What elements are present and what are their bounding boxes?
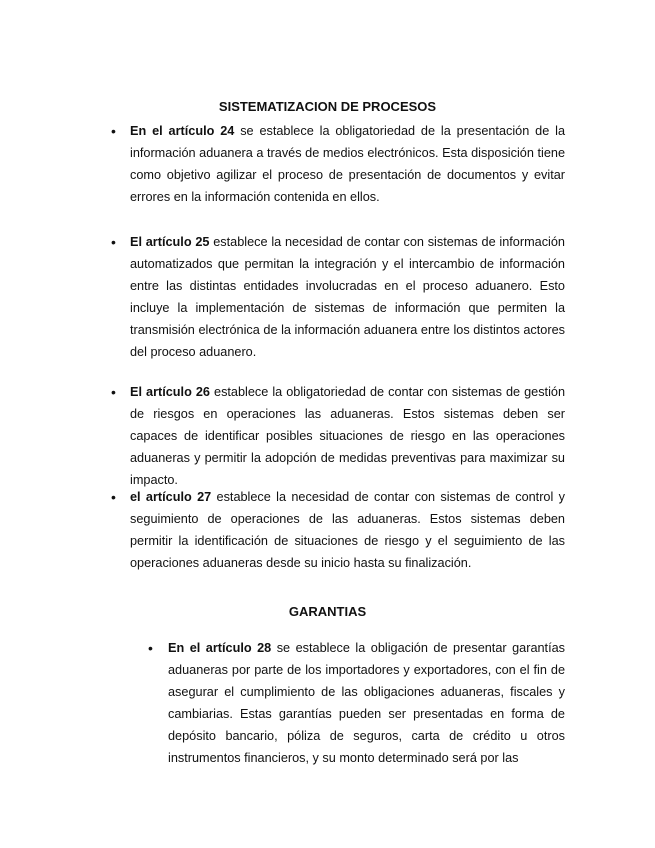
item-text: establece la obligatoriedad de contar con sistemas de gestión de riesgos en operaciones las aduaneras. Estos sistemas deben ser capaces de identificar posibles situaciones de riesgo en las operaciones aduaneras y permitir la adopción de medidas preventivas para maximizar su impacto. bbox=[130, 385, 565, 487]
list-item-articulo-28 bbox=[168, 637, 565, 769]
list-item-articulo-25 bbox=[130, 231, 565, 363]
list-item-articulo-27 bbox=[130, 486, 565, 574]
item-text: se establece la obligación de presentar garantías aduaneras por parte de los importadores y exportadores, con el fin de asegurar el cumplimiento de las obligaciones aduaneras, fiscales y cambiarias. Estas garantías pueden ser presentadas en forma de depósito bancario, póliza de seguros, carta de crédito u otros instrumentos financieros, y su monto determinado será por las bbox=[168, 641, 565, 765]
item-text: establece la necesidad de contar con sistemas de información automatizados que permitan la integración y el intercambio de información entre las distintas entidades involucradas en el proceso aduanero. Esto incluye la implementación de sistemas de información que permiten la transmisión electrónica de la información aduanera entre los distintos actores del proceso aduanero. bbox=[130, 235, 565, 359]
bullet-icon: • bbox=[111, 489, 116, 505]
item-lead: El artículo 25 bbox=[130, 235, 210, 249]
section-heading-sistematizacion: SISTEMATIZACION DE PROCESOS bbox=[218, 99, 437, 114]
bullet-icon: • bbox=[111, 234, 116, 250]
item-lead: En el artículo 28 bbox=[168, 641, 272, 655]
list-item-articulo-24 bbox=[130, 120, 565, 208]
section-heading-garantias: GARANTIAS bbox=[288, 604, 367, 619]
item-text: establece la necesidad de contar con sistemas de control y seguimiento de operaciones de las aduaneras. Estos sistemas deben permitir la identificación de situaciones de riesgo y el seguimiento de las operaciones aduaneras desde su inicio hasta su finalización. bbox=[130, 490, 565, 570]
list-item-articulo-26 bbox=[130, 381, 565, 491]
item-lead: el artículo 27 bbox=[130, 490, 212, 504]
bullet-icon: • bbox=[111, 123, 116, 139]
item-lead: El artículo 26 bbox=[130, 385, 210, 399]
item-lead: En el artículo 24 bbox=[130, 124, 235, 138]
item-text: se establece la obligatoriedad de la presentación de la información aduanera a través de medios electrónicos. Esta disposición tiene como objetivo agilizar el proceso de presentación de documentos y evitar errores en la información contenida en ellos. bbox=[130, 124, 565, 204]
bullet-icon: • bbox=[111, 384, 116, 400]
bullet-icon: • bbox=[148, 640, 153, 656]
